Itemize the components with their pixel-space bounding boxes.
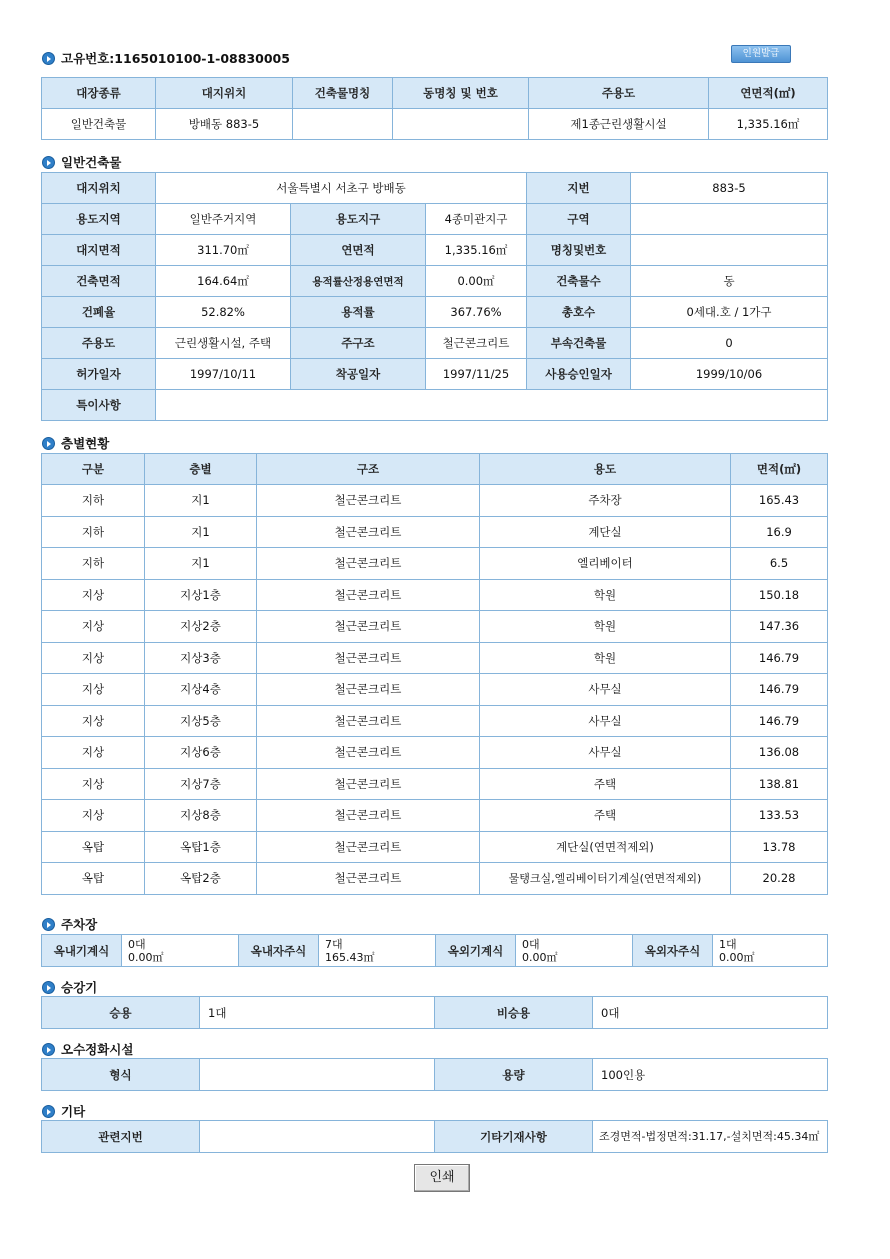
parking-count: 1대 xyxy=(719,937,737,951)
summary-value-cell: 방배동 883-5 xyxy=(156,109,293,140)
summary-header-cell: 건축물명칭 xyxy=(293,78,393,109)
summary-header-cell: 연면적(㎡) xyxy=(709,78,828,109)
floor-cell: 사무실 xyxy=(480,737,731,769)
floor-cell: 학원 xyxy=(480,579,731,611)
structure-value: 철근콘크리트 xyxy=(426,328,527,359)
related-lot-label: 관련지번 xyxy=(42,1121,200,1153)
passenger-elevator-value: 1대 xyxy=(200,997,435,1029)
table-row xyxy=(42,485,828,517)
floor-cell: 133.53 xyxy=(731,800,828,832)
floor-cell: 지상 xyxy=(42,674,145,706)
table-row xyxy=(42,548,828,580)
floors-section-title xyxy=(42,434,109,452)
parking-count: 0대 xyxy=(128,937,146,951)
summary-header-cell: 주용도 xyxy=(529,78,709,109)
sewage-title-text: 오수정화시설 xyxy=(61,1042,134,1057)
floor-cell: 사무실 xyxy=(480,674,731,706)
floor-cell: 철근콘크리트 xyxy=(257,863,480,895)
other-notes-value: 조경면적-법정면적:31.17,-설치면적:45.34㎡ xyxy=(593,1121,828,1153)
floor-cell: 지상3층 xyxy=(145,642,257,674)
floor-cell: 165.43 xyxy=(731,485,828,517)
floor-cell: 철근콘크리트 xyxy=(257,831,480,863)
households-label: 총호수 xyxy=(527,297,631,328)
floor-cell: 주택 xyxy=(480,768,731,800)
section-bullet-icon xyxy=(42,981,55,994)
households-value: 0세대.호 / 1가구 xyxy=(631,297,828,328)
floor-cell: 철근콘크리트 xyxy=(257,768,480,800)
emergency-elevator-label: 비승용 xyxy=(435,997,593,1029)
floor-cell: 철근콘크리트 xyxy=(257,485,480,517)
table-row xyxy=(42,674,828,706)
floor-cell: 철근콘크리트 xyxy=(257,737,480,769)
parking-title-text: 주차장 xyxy=(61,917,98,932)
section-bullet-icon xyxy=(42,156,55,169)
table-row xyxy=(42,863,828,895)
related-lot-value xyxy=(200,1121,435,1153)
far-value: 367.76% xyxy=(426,297,527,328)
sewage-type-label: 형식 xyxy=(42,1059,200,1091)
floor-cell: 16.9 xyxy=(731,516,828,548)
sewage-capacity-value: 100인용 xyxy=(593,1059,828,1091)
table-row xyxy=(42,642,828,674)
table-row xyxy=(42,579,828,611)
main-use-label: 주용도 xyxy=(42,328,156,359)
land-area-label: 대지면적 xyxy=(42,235,156,266)
floor-cell: 138.81 xyxy=(731,768,828,800)
floor-cell: 철근콘크리트 xyxy=(257,548,480,580)
structure-label: 주구조 xyxy=(291,328,426,359)
summary-table xyxy=(41,77,828,140)
floor-cell: 학원 xyxy=(480,611,731,643)
floor-cell: 엘리베이터 xyxy=(480,548,731,580)
bcr-label: 건폐율 xyxy=(42,297,156,328)
floor-cell: 지1 xyxy=(145,485,257,517)
far-area-label: 용적률산정용연면적 xyxy=(291,266,426,297)
land-area-value: 311.70㎡ xyxy=(156,235,291,266)
floor-cell: 옥탑1층 xyxy=(145,831,257,863)
summary-value-cell: 일반건축물 xyxy=(42,109,156,140)
general-title-text: 일반건축물 xyxy=(61,155,122,170)
summary-value-cell xyxy=(293,109,393,140)
table-row xyxy=(42,768,828,800)
floor-cell: 지상 xyxy=(42,768,145,800)
section-bullet-icon xyxy=(42,52,55,65)
approval-date-label: 사용승인일자 xyxy=(527,359,631,390)
parking-label: 옥외기계식 xyxy=(436,935,516,967)
section-bullet-icon xyxy=(42,437,55,450)
table-row xyxy=(42,831,828,863)
building-count-value: 동 xyxy=(631,266,828,297)
floor-cell: 지상6층 xyxy=(145,737,257,769)
passenger-elevator-label: 승용 xyxy=(42,997,200,1029)
floors-header-cell: 구조 xyxy=(257,454,480,485)
elevator-table xyxy=(41,996,828,1029)
table-row xyxy=(42,800,828,832)
floor-cell: 철근콘크리트 xyxy=(257,705,480,737)
floor-cell: 철근콘크리트 xyxy=(257,579,480,611)
total-floor-value: 1,335.16㎡ xyxy=(426,235,527,266)
floors-header-cell: 구분 xyxy=(42,454,145,485)
unique-number-heading xyxy=(42,49,290,67)
main-use-value: 근린생활시설, 주택 xyxy=(156,328,291,359)
sewage-capacity-label: 용량 xyxy=(435,1059,593,1091)
floor-cell: 철근콘크리트 xyxy=(257,674,480,706)
parking-section-title xyxy=(42,915,97,933)
bcr-value: 52.82% xyxy=(156,297,291,328)
issue-button[interactable]: 인원발급 xyxy=(731,45,791,63)
floors-header-cell: 면적(㎡) xyxy=(731,454,828,485)
remarks-label: 특이사항 xyxy=(42,390,156,421)
district-label: 용도지구 xyxy=(291,204,426,235)
floor-cell: 147.36 xyxy=(731,611,828,643)
floors-header-row xyxy=(42,454,828,485)
summary-header-row xyxy=(42,78,828,109)
etc-section-title xyxy=(42,1102,85,1120)
floor-cell: 136.08 xyxy=(731,737,828,769)
parking-count: 7대 xyxy=(325,937,343,951)
floor-cell: 계단실(연면적제외) xyxy=(480,831,731,863)
floor-cell: 지상 xyxy=(42,705,145,737)
section-bullet-icon xyxy=(42,918,55,931)
building-area-label: 건축면적 xyxy=(42,266,156,297)
table-row xyxy=(42,737,828,769)
floor-cell: 지상5층 xyxy=(145,705,257,737)
start-date-label: 착공일자 xyxy=(291,359,426,390)
permit-date-label: 허가일자 xyxy=(42,359,156,390)
parking-table xyxy=(41,934,828,967)
parking-area: 0.00㎡ xyxy=(719,950,755,964)
summary-header-cell: 동명칭 및 번호 xyxy=(393,78,529,109)
sewage-table xyxy=(41,1058,828,1091)
far-area-value: 0.00㎡ xyxy=(426,266,527,297)
floors-body xyxy=(42,485,828,895)
floor-cell: 146.79 xyxy=(731,642,828,674)
floor-cell: 지상4층 xyxy=(145,674,257,706)
floor-cell: 사무실 xyxy=(480,705,731,737)
floor-cell: 계단실 xyxy=(480,516,731,548)
elevator-title-text: 승강기 xyxy=(61,980,98,995)
floor-cell: 6.5 xyxy=(731,548,828,580)
floor-cell: 지상8층 xyxy=(145,800,257,832)
section-bullet-icon xyxy=(42,1043,55,1056)
summary-value-cell: 1,335.16㎡ xyxy=(709,109,828,140)
floor-cell: 지상2층 xyxy=(145,611,257,643)
parking-area: 0.00㎡ xyxy=(128,950,164,964)
floor-cell: 지하 xyxy=(42,548,145,580)
floor-cell: 지상 xyxy=(42,611,145,643)
floor-cell: 학원 xyxy=(480,642,731,674)
floor-cell: 철근콘크리트 xyxy=(257,516,480,548)
sewage-type-value xyxy=(200,1059,435,1091)
parking-label: 옥외자주식 xyxy=(633,935,713,967)
summary-header-cell: 대지위치 xyxy=(156,78,293,109)
lot-no-value: 883-5 xyxy=(631,173,828,204)
general-section-title xyxy=(42,153,121,171)
zone-label: 용도지역 xyxy=(42,204,156,235)
unique-number-text: 고유번호:1165010100-1-08830005 xyxy=(61,51,290,66)
district-value: 4종미관지구 xyxy=(426,204,527,235)
floors-header-cell: 층별 xyxy=(145,454,257,485)
start-date-value: 1997/11/25 xyxy=(426,359,527,390)
elevator-section-title xyxy=(42,978,97,996)
floor-cell: 146.79 xyxy=(731,705,828,737)
floors-table xyxy=(41,453,828,895)
print-button[interactable]: 인쇄 xyxy=(414,1164,470,1192)
parking-area: 0.00㎡ xyxy=(522,950,558,964)
floor-cell: 지상 xyxy=(42,737,145,769)
parking-value xyxy=(122,935,239,967)
name-no-label: 명칭및번호 xyxy=(527,235,631,266)
annex-label: 부속건축물 xyxy=(527,328,631,359)
floor-cell: 철근콘크리트 xyxy=(257,611,480,643)
site-location-value: 서울특별시 서초구 방배동 xyxy=(156,173,527,204)
permit-date-value: 1997/10/11 xyxy=(156,359,291,390)
floor-cell: 지1 xyxy=(145,548,257,580)
summary-value-cell xyxy=(393,109,529,140)
parking-value xyxy=(713,935,828,967)
floor-cell: 지1 xyxy=(145,516,257,548)
floor-cell: 옥탑 xyxy=(42,863,145,895)
floor-cell: 지상 xyxy=(42,579,145,611)
zone-value: 일반주거지역 xyxy=(156,204,291,235)
floors-header-cell: 용도 xyxy=(480,454,731,485)
floor-cell: 철근콘크리트 xyxy=(257,642,480,674)
floor-cell: 철근콘크리트 xyxy=(257,800,480,832)
parking-label: 옥내기계식 xyxy=(42,935,122,967)
floors-title-text: 층별현황 xyxy=(61,436,110,451)
section-bullet-icon xyxy=(42,1105,55,1118)
summary-header-cell: 대장종류 xyxy=(42,78,156,109)
floor-cell: 지상7층 xyxy=(145,768,257,800)
other-notes-label: 기타기재사항 xyxy=(435,1121,593,1153)
far-label: 용적률 xyxy=(291,297,426,328)
table-row xyxy=(42,516,828,548)
parking-value xyxy=(516,935,633,967)
parking-area: 165.43㎡ xyxy=(325,950,375,964)
parking-count: 0대 xyxy=(522,937,540,951)
name-no-value xyxy=(631,235,828,266)
sewage-section-title xyxy=(42,1040,133,1058)
floor-cell: 지하 xyxy=(42,485,145,517)
table-row xyxy=(42,611,828,643)
summary-value-row xyxy=(42,109,828,140)
area-value xyxy=(631,204,828,235)
floor-cell: 13.78 xyxy=(731,831,828,863)
site-location-label: 대지위치 xyxy=(42,173,156,204)
table-row xyxy=(42,705,828,737)
floor-cell: 옥탑2층 xyxy=(145,863,257,895)
total-floor-label: 연면적 xyxy=(291,235,426,266)
summary-value-cell: 제1종근린생활시설 xyxy=(529,109,709,140)
etc-title-text: 기타 xyxy=(61,1104,86,1119)
building-area-value: 164.64㎡ xyxy=(156,266,291,297)
emergency-elevator-value: 0대 xyxy=(593,997,828,1029)
floor-cell: 20.28 xyxy=(731,863,828,895)
general-table xyxy=(41,172,828,421)
floor-cell: 150.18 xyxy=(731,579,828,611)
lot-no-label: 지번 xyxy=(527,173,631,204)
floor-cell: 주택 xyxy=(480,800,731,832)
floor-cell: 옥탑 xyxy=(42,831,145,863)
annex-value: 0 xyxy=(631,328,828,359)
floor-cell: 지하 xyxy=(42,516,145,548)
floor-cell: 지상 xyxy=(42,642,145,674)
floor-cell: 지상1층 xyxy=(145,579,257,611)
parking-value xyxy=(319,935,436,967)
floor-cell: 지상 xyxy=(42,800,145,832)
etc-table xyxy=(41,1120,828,1153)
building-count-label: 건축물수 xyxy=(527,266,631,297)
floor-cell: 물탱크실,엘리베이터기계실(연면적제외) xyxy=(480,863,731,895)
parking-label: 옥내자주식 xyxy=(239,935,319,967)
floor-cell: 146.79 xyxy=(731,674,828,706)
approval-date-value: 1999/10/06 xyxy=(631,359,828,390)
remarks-value xyxy=(156,390,828,421)
area-label: 구역 xyxy=(527,204,631,235)
floor-cell: 주차장 xyxy=(480,485,731,517)
